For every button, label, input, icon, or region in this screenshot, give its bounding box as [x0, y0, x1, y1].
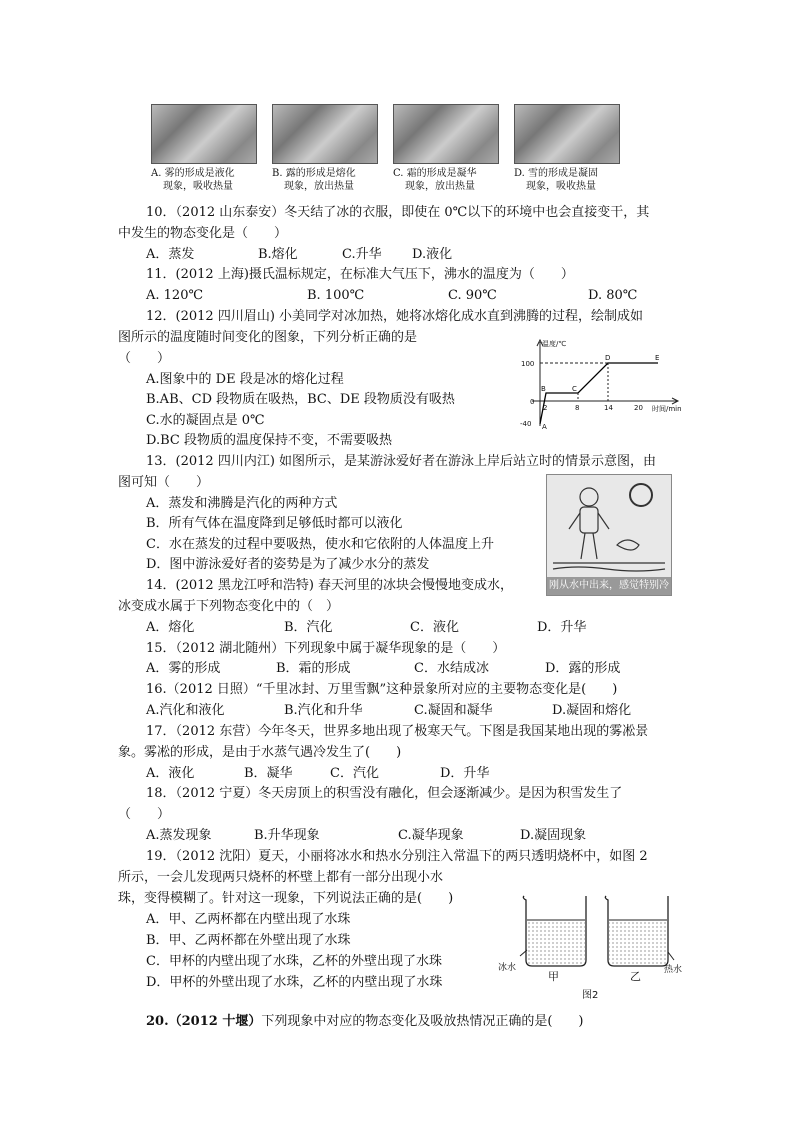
q14-option-b: B．汽化 [284, 620, 333, 635]
q14-stem-2: 冰变成水属于下列物态变化中的（ ） [118, 599, 340, 614]
photo-caption-c: C. 霜的形成是凝华 现象，放出热量 [393, 168, 477, 192]
q14-option-c: C．液化 [410, 620, 459, 635]
q13-option-c: C．水在蒸发的过程中要吸热，使水和它依附的人体温度上升 [146, 537, 494, 552]
beaker-left-name: 甲 [548, 970, 559, 983]
photo-fog [151, 104, 257, 164]
q19-stem-2: 所示，一会儿发现两只烧杯的杯壁上都有一部分出现小水 [118, 870, 444, 885]
q18-stem-2: （ ） [118, 807, 171, 822]
graph-xtick-2: 2 [543, 404, 548, 412]
graph-ylabel: 温度/℃ [542, 340, 567, 348]
q17-option-b: B．凝华 [244, 766, 293, 781]
q20-stem [146, 1014, 583, 1030]
q10-option-b: B.熔化 [258, 247, 298, 262]
q15-option-c: C．水结成冰 [414, 661, 489, 676]
graph-point-e: E [655, 354, 660, 362]
q12-option-c: C.水的凝固点是 0℃ [146, 413, 265, 428]
q20-text: 下列现象中对应的物态变化及吸放热情况正确的是( ) [261, 1014, 584, 1029]
q10-stem-1: 10．（2012 山东泰安）冬天结了冰的衣服，即使在 0℃以下的环境中也会直接变干，其 [146, 205, 650, 220]
q17-stem-2: 象。雾凇的形成，是由于水蒸气遇冷发生了( ) [118, 745, 402, 760]
q15-option-d: D．露的形成 [545, 661, 621, 676]
q19-option-d: D．甲杯的外壁出现了水珠，乙杯的内壁出现了水珠 [146, 975, 443, 990]
q10-option-d: D.液化 [412, 247, 453, 262]
q20-number: 20.（2012 十堰） [146, 1014, 262, 1029]
q18-option-b: B.升华现象 [254, 828, 320, 843]
graph-point-a: A [542, 423, 547, 430]
q19-option-a: A．甲、乙两杯都在内壁出现了水珠 [146, 912, 351, 927]
photo-frost [393, 104, 499, 164]
q19-option-c: C．甲杯的内壁出现了水珠，乙杯的外壁出现了水珠 [146, 954, 442, 969]
graph-ytick-100: 100 [521, 360, 535, 368]
q18-option-a: A.蒸发现象 [146, 828, 212, 843]
q19-option-b: B．甲、乙两杯都在外壁出现了水珠 [146, 933, 351, 948]
swimmer-illustration [546, 474, 672, 596]
q15-option-b: B．霜的形成 [276, 661, 351, 676]
graph-xtick-8: 8 [575, 404, 580, 412]
figure-caption: 图2 [582, 990, 599, 1000]
q18-stem-1: 18．（2012 宁夏）冬天房顶上的积雪没有融化，但会逐渐减少。是因为积雪发生了 [146, 786, 623, 801]
q12-option-d: D.BC 段物质的温度保持不变，不需要吸热 [146, 433, 392, 448]
graph-ytick-neg40: -40 [520, 420, 532, 428]
q10-option-c: C.升华 [342, 247, 382, 262]
q17-option-a: A．液化 [146, 766, 195, 781]
temperature-time-graph [512, 336, 684, 430]
graph-ytick-0: 0 [530, 398, 535, 406]
swimmer-caption: 刚从水中出来，感觉特别冷 [547, 577, 671, 595]
q12-option-a: A.图象中的 DE 段是冰的熔化过程 [146, 372, 344, 387]
q12-stem-2: 图所示的温度随时间变化的图象，下列分析正确的是 [118, 330, 418, 345]
q19-stem-3: 珠，变得模糊了。针对这一现象，下列说法正确的是( ) [118, 891, 454, 906]
q11-option-c: C. 90℃ [448, 288, 497, 303]
photo-caption-d: D. 雪的形成是凝固 现象，吸收热量 [514, 168, 599, 192]
q17-stem-1: 17．（2012 东营）今年冬天，世界多地出现了极寒天气。下图是我国某地出现的雾凇景 [146, 724, 649, 739]
graph-point-d: D [605, 354, 611, 362]
q13-stem-2: 图可知（ ） [118, 475, 210, 490]
q12-option-b: B.AB、CD 段物质在吸热，BC、DE 段物质没有吸热 [146, 392, 455, 407]
graph-xlabel: 时间/min [652, 405, 682, 413]
q13-option-a: A．蒸发和沸腾是汽化的两种方式 [146, 496, 338, 511]
q16-option-c: C.凝固和凝华 [414, 703, 493, 718]
q18-option-c: C.凝华现象 [398, 828, 464, 843]
beaker-right-label: 热水 [664, 965, 683, 975]
q17-option-c: C．汽化 [330, 766, 379, 781]
photo-dew [272, 104, 378, 164]
q11-stem: 11．(2012 上海)摄氏温标规定，在标准大气压下，沸水的温度为（ ） [146, 267, 574, 282]
beaker-left-label: 冰水 [498, 963, 517, 973]
q10-stem-2: 中发生的物态变化是（ ） [118, 226, 288, 241]
q12-stem-1: 12．(2012 四川眉山) 小美同学对冰加热，她将冰熔化成水直到沸腾的过程，绘制成如 [146, 309, 644, 324]
q16-option-b: B.汽化和升华 [284, 703, 363, 718]
q16-option-d: D.凝固和熔化 [552, 703, 632, 718]
q13-option-b: B．所有气体在温度降到足够低时都可以液化 [146, 516, 403, 531]
graph-xtick-20: 20 [634, 404, 643, 412]
q11-option-d: D. 80℃ [588, 288, 638, 303]
q14-stem-1: 14．(2012 黑龙江呼和浩特) 春天河里的冰块会慢慢地变成水， [146, 578, 514, 593]
q19-stem-1: 19．（2012 沈阳）夏天，小丽将冰水和热水分别注入常温下的两只透明烧杯中，如图 2 [146, 849, 648, 864]
q13-option-d: D．图中游泳爱好者的姿势是为了减少水分的蒸发 [146, 557, 430, 572]
q17-option-d: D．升华 [440, 766, 490, 781]
q12-stem-3: （ ） [118, 351, 171, 366]
photo-snow [514, 104, 620, 164]
q15-option-a: A．雾的形成 [146, 661, 221, 676]
beakers-figure [496, 890, 686, 1000]
swimmer-drawing [547, 475, 671, 577]
q11-option-a: A. 120℃ [146, 288, 204, 303]
q16-stem: 16.（2012 日照）“千里冰封、万里雪飘”这种景象所对应的主要物态变化是( ) [146, 682, 618, 697]
graph-point-c: C [572, 385, 577, 393]
graph-xtick-14: 14 [604, 404, 613, 412]
photo-caption-b: B. 露的形成是熔化 现象，放出热量 [272, 168, 356, 192]
beaker-right-name: 乙 [630, 970, 641, 983]
q14-option-a: A．熔化 [146, 620, 195, 635]
q18-option-d: D.凝固现象 [520, 828, 587, 843]
q14-option-d: D．升华 [537, 620, 587, 635]
q16-option-a: A.汽化和液化 [146, 703, 225, 718]
q13-stem-1: 13．(2012 四川内江) 如图所示，是某游泳爱好者在游泳上岸后站立时的情景示意图，由 [146, 454, 657, 469]
q10-option-a: A．蒸发 [146, 247, 195, 262]
photo-caption-a: A. 雾的形成是液化 现象，吸收热量 [151, 168, 235, 192]
q15-stem: 15．（2012 湖北随州）下列现象中属于凝华现象的是（ ） [146, 641, 506, 656]
q11-option-b: B. 100℃ [307, 288, 365, 303]
graph-point-b: B [541, 385, 546, 393]
